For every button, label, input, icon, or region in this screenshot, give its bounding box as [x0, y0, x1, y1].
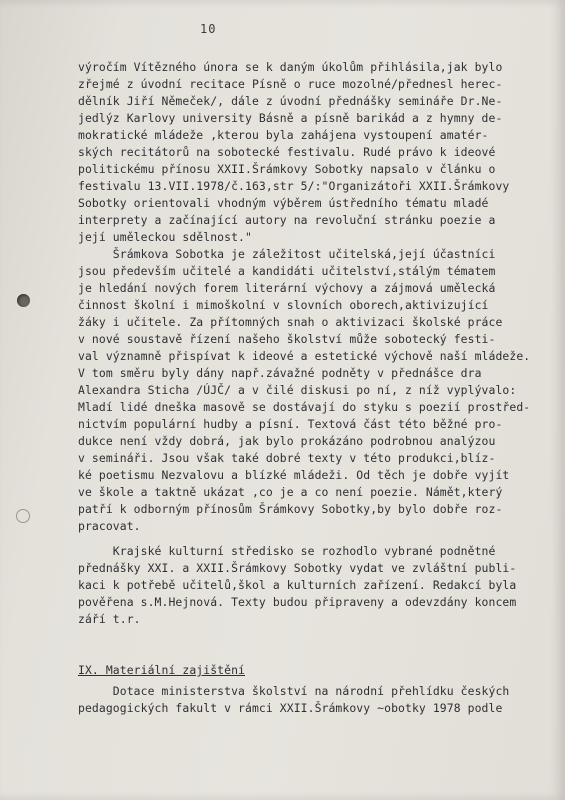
text-line: ských recitátorů na sobotecké festivalu. Rudé právo k ideové: [78, 145, 496, 159]
text-line: jsou především učitelé a kandidáti učitelství,stálým tématem: [78, 264, 496, 278]
paragraph-1: [78, 59, 533, 246]
text-line: val významně přispívat k ideové a estetické výchově naší mládeže.: [78, 349, 531, 363]
text-line: pracovat.: [78, 519, 141, 533]
text-line: festivalu 13.VII.1978/č.163,str 5/:"Organizátoři XXII.Šrámkovy: [78, 179, 510, 193]
paragraph-4: [78, 683, 533, 717]
text-line: Dotace ministerstva školství na národní přehlídku českých: [78, 684, 510, 698]
text-line: Krajské kulturní středisko se rozhodlo vybrané podnětné: [78, 544, 496, 558]
section-gap: [78, 628, 533, 662]
text-line: interprety a začínající autory na revoluční stránku poezie a: [78, 213, 496, 227]
text-line: patří k odborným přínosům Šrámkovy Sobotky,by bylo dobře roz-: [78, 502, 503, 516]
text-line: kaci k potřebě učitelů,škol a kulturních zařízení. Redakcí byla: [78, 578, 517, 592]
text-line: dělník Jiří Němeček/, dále z úvodní přednášky semináře Dr.Ne-: [78, 94, 503, 108]
text-line: ké poetismu Nezvalovu a blízké mládeži. Od těch je dobře vyjít: [78, 468, 510, 482]
text-line: pedagogických fakult v rámci XXII.Šrámkovy ~obotky 1978 podle: [78, 701, 503, 715]
text-line: jedlýz Karlovy university Básně a písně barikád a z hymny de-: [78, 111, 503, 125]
text-line: žáky i učitele. Za přítomných snah o aktivizaci školské práce: [78, 315, 503, 329]
text-line: mokratické mládeže ,kterou byla zahájena vystoupení amatér-: [78, 128, 489, 142]
paragraph-2: [78, 246, 533, 535]
document-body: [78, 59, 533, 717]
paragraph-3: [78, 543, 533, 628]
text-line: Mladí lidé dneška masově se dostávají do styku s poezií prostřed-: [78, 400, 531, 414]
text-line: Sobotky orientovali vhodným výběrem ústředního tématu mladé: [78, 196, 489, 210]
text-line: Alexandra Sticha /ÚJČ/ a v čilé diskusi po ní, z níž vyplývalo:: [78, 383, 517, 397]
text-line: je hledání nových forem literární výchovy a zájmová umělecká: [78, 281, 496, 295]
text-line: v nové soustavě řízení našeho školství může sobotecký festi-: [78, 332, 496, 346]
text-line: výročím Vítězného února se k daným úkolům přihlásila,jak bylo: [78, 60, 503, 74]
text-line: ve škole a taktně ukázat ,co je a co není poezie. Námět,který: [78, 485, 503, 499]
paragraph-spacer: [78, 535, 533, 543]
section-heading: IX. Materiální zajištění: [78, 663, 245, 677]
text-line: činnost školní i mimoškolní v slovních oborech,aktivizující: [78, 298, 489, 312]
text-line: nictvím populární hudby a písní. Textová část této běžné pro-: [78, 417, 503, 431]
punch-hole: [17, 294, 30, 307]
text-line: září t.r.: [78, 612, 141, 626]
text-line: dukce není vždy dobrá, jak bylo prokázáno podrobnou analýzou: [78, 434, 496, 448]
punch-hole-outline: [16, 509, 30, 523]
text-line: V tom směru byly dány např.závažné podněty v přednášce dra: [78, 366, 482, 380]
text-line: v semináři. Jsou však také dobré texty v této produkci,blíz-: [78, 451, 496, 465]
text-line: Šrámkova Sobotka je záležitost učitelská,její účastníci: [78, 247, 496, 261]
text-line: její uměleckou sdělnost.": [78, 230, 252, 244]
text-line: pověřena s.M.Hejnová. Texty budou připraveny a odevzdány koncem: [78, 595, 517, 609]
text-line: politickému přínosu XXII.Šrámkovy Sobotky napsalo v článku o: [78, 162, 496, 176]
text-line: přednášky XXI. a XXII.Šrámkovy Sobotky vydat ve zvláštní publi-: [78, 561, 517, 575]
page-number: 10: [200, 22, 217, 36]
text-line: zřejmé z úvodní recitace Písně o ruce mozolné/přednesl herec-: [78, 77, 503, 91]
